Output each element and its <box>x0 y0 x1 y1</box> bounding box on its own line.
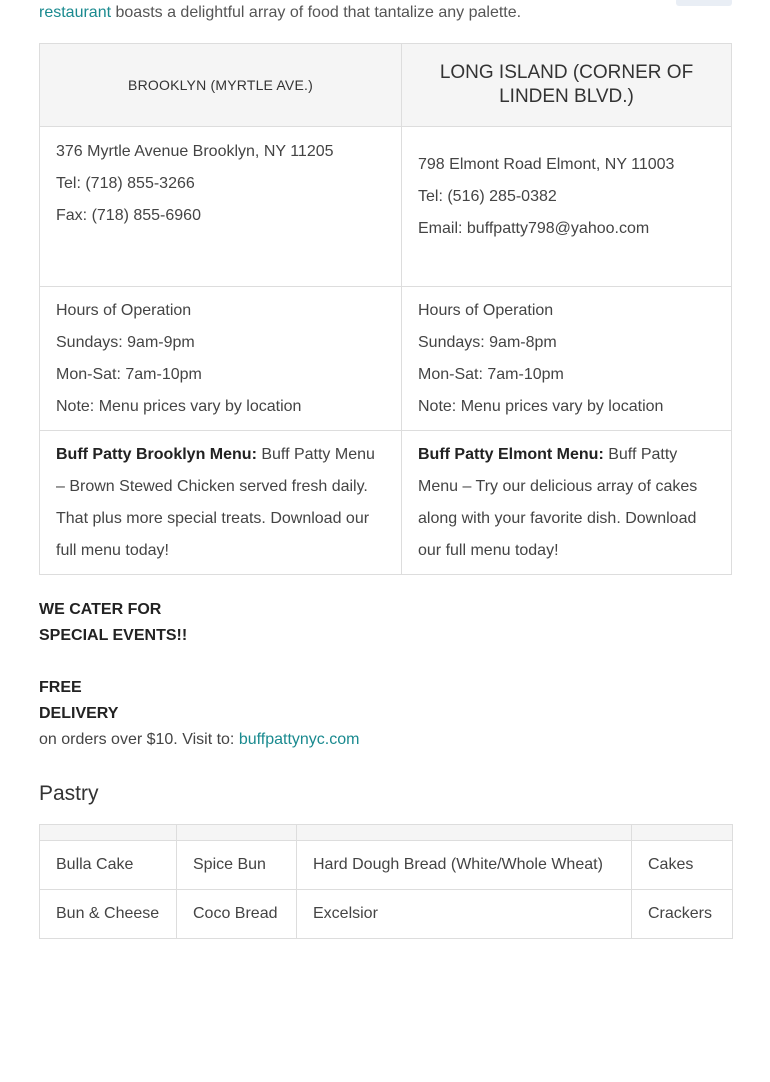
brooklyn-hours-title: Hours of Operation <box>56 301 192 319</box>
pastry-header-row <box>40 825 733 841</box>
long-island-heading: LONG ISLAND (CORNER OF LINDEN BLVD.) <box>402 44 732 127</box>
hours-row <box>40 287 732 431</box>
delivery-notice <box>39 675 732 727</box>
pastry-cell: Bun & Cheese <box>40 890 177 939</box>
long-island-note: Note: Menu prices vary by location <box>418 397 664 415</box>
brooklyn-hours-week: Mon-Sat: 7am-10pm <box>56 365 202 383</box>
table-row <box>40 890 733 939</box>
restaurant-link[interactable]: restaurant <box>39 4 112 21</box>
brooklyn-heading: BROOKLYN (MYRTLE AVE.) <box>40 44 402 127</box>
brooklyn-fax: Fax: (718) 855-6960 <box>56 207 201 224</box>
long-island-hours-week: Mon-Sat: 7am-10pm <box>418 365 564 383</box>
long-island-menu-text: Buff Patty Menu – Try our delicious array of cakes along with your favorite dish. Download our full menu today! <box>418 445 698 559</box>
brooklyn-note: Note: Menu prices vary by location <box>56 397 302 415</box>
pastry-header-cell <box>632 825 733 841</box>
cater-line-1: WE CATER FOR <box>39 601 162 618</box>
brooklyn-menu-cell <box>40 431 402 575</box>
intro-text: boasts a delightful array of food that tantalize any palette. <box>111 4 522 21</box>
pastry-header-cell <box>177 825 297 841</box>
locations-table <box>39 43 732 575</box>
long-island-hours-title: Hours of Operation <box>418 301 554 319</box>
pastry-cell: Crackers <box>632 890 733 939</box>
long-island-menu-label: Buff Patty Elmont Menu: <box>418 445 604 463</box>
long-island-hours-cell <box>402 287 732 431</box>
pastry-heading: Pastry <box>39 782 99 805</box>
pastry-cell: Coco Bread <box>177 890 297 939</box>
long-island-tel: Tel: (516) 285-0382 <box>418 188 557 205</box>
brooklyn-address: 376 Myrtle Avenue Brooklyn, NY 11205 <box>56 143 334 160</box>
cater-line-2: SPECIAL EVENTS!! <box>39 627 188 644</box>
pastry-table <box>39 824 733 939</box>
menu-row <box>40 431 732 575</box>
long-island-menu-cell <box>402 431 732 575</box>
brooklyn-hours-sun: Sundays: 9am-9pm <box>56 333 195 351</box>
pastry-header-cell <box>297 825 632 841</box>
orders-line <box>39 727 732 753</box>
pastry-cell: Bulla Cake <box>40 841 177 890</box>
brooklyn-menu-label: Buff Patty Brooklyn Menu: <box>56 445 257 463</box>
pastry-cell: Excelsior <box>297 890 632 939</box>
contact-row <box>40 127 732 287</box>
website-link[interactable]: buffpattynyc.com <box>238 731 360 748</box>
brooklyn-hours-cell <box>40 287 402 431</box>
pastry-cell: Hard Dough Bread (White/Whole Wheat) <box>297 841 632 890</box>
delivery-line-2: DELIVERY <box>39 705 119 722</box>
intro-paragraph <box>39 3 732 23</box>
locations-header-row <box>40 44 732 127</box>
long-island-contact-cell <box>402 127 732 287</box>
long-island-address: 798 Elmont Road Elmont, NY 11003 <box>418 156 675 173</box>
long-island-email: Email: buffpatty798@yahoo.com <box>418 220 650 237</box>
brooklyn-menu-text: Buff Patty Menu – Brown Stewed Chicken served fresh daily. That plus more special treats. Download our full menu today! <box>56 445 375 559</box>
delivery-line-1: FREE <box>39 679 82 696</box>
pastry-cell: Cakes <box>632 841 733 890</box>
cater-notice <box>39 597 732 649</box>
orders-text: on orders over $10. Visit to: <box>39 731 239 748</box>
page-content <box>39 0 732 939</box>
table-row <box>40 841 733 890</box>
brooklyn-tel: Tel: (718) 855-3266 <box>56 175 195 192</box>
brooklyn-contact-cell <box>40 127 402 287</box>
long-island-hours-sun: Sundays: 9am-8pm <box>418 333 557 351</box>
pastry-cell: Spice Bun <box>177 841 297 890</box>
pastry-header-cell <box>40 825 177 841</box>
